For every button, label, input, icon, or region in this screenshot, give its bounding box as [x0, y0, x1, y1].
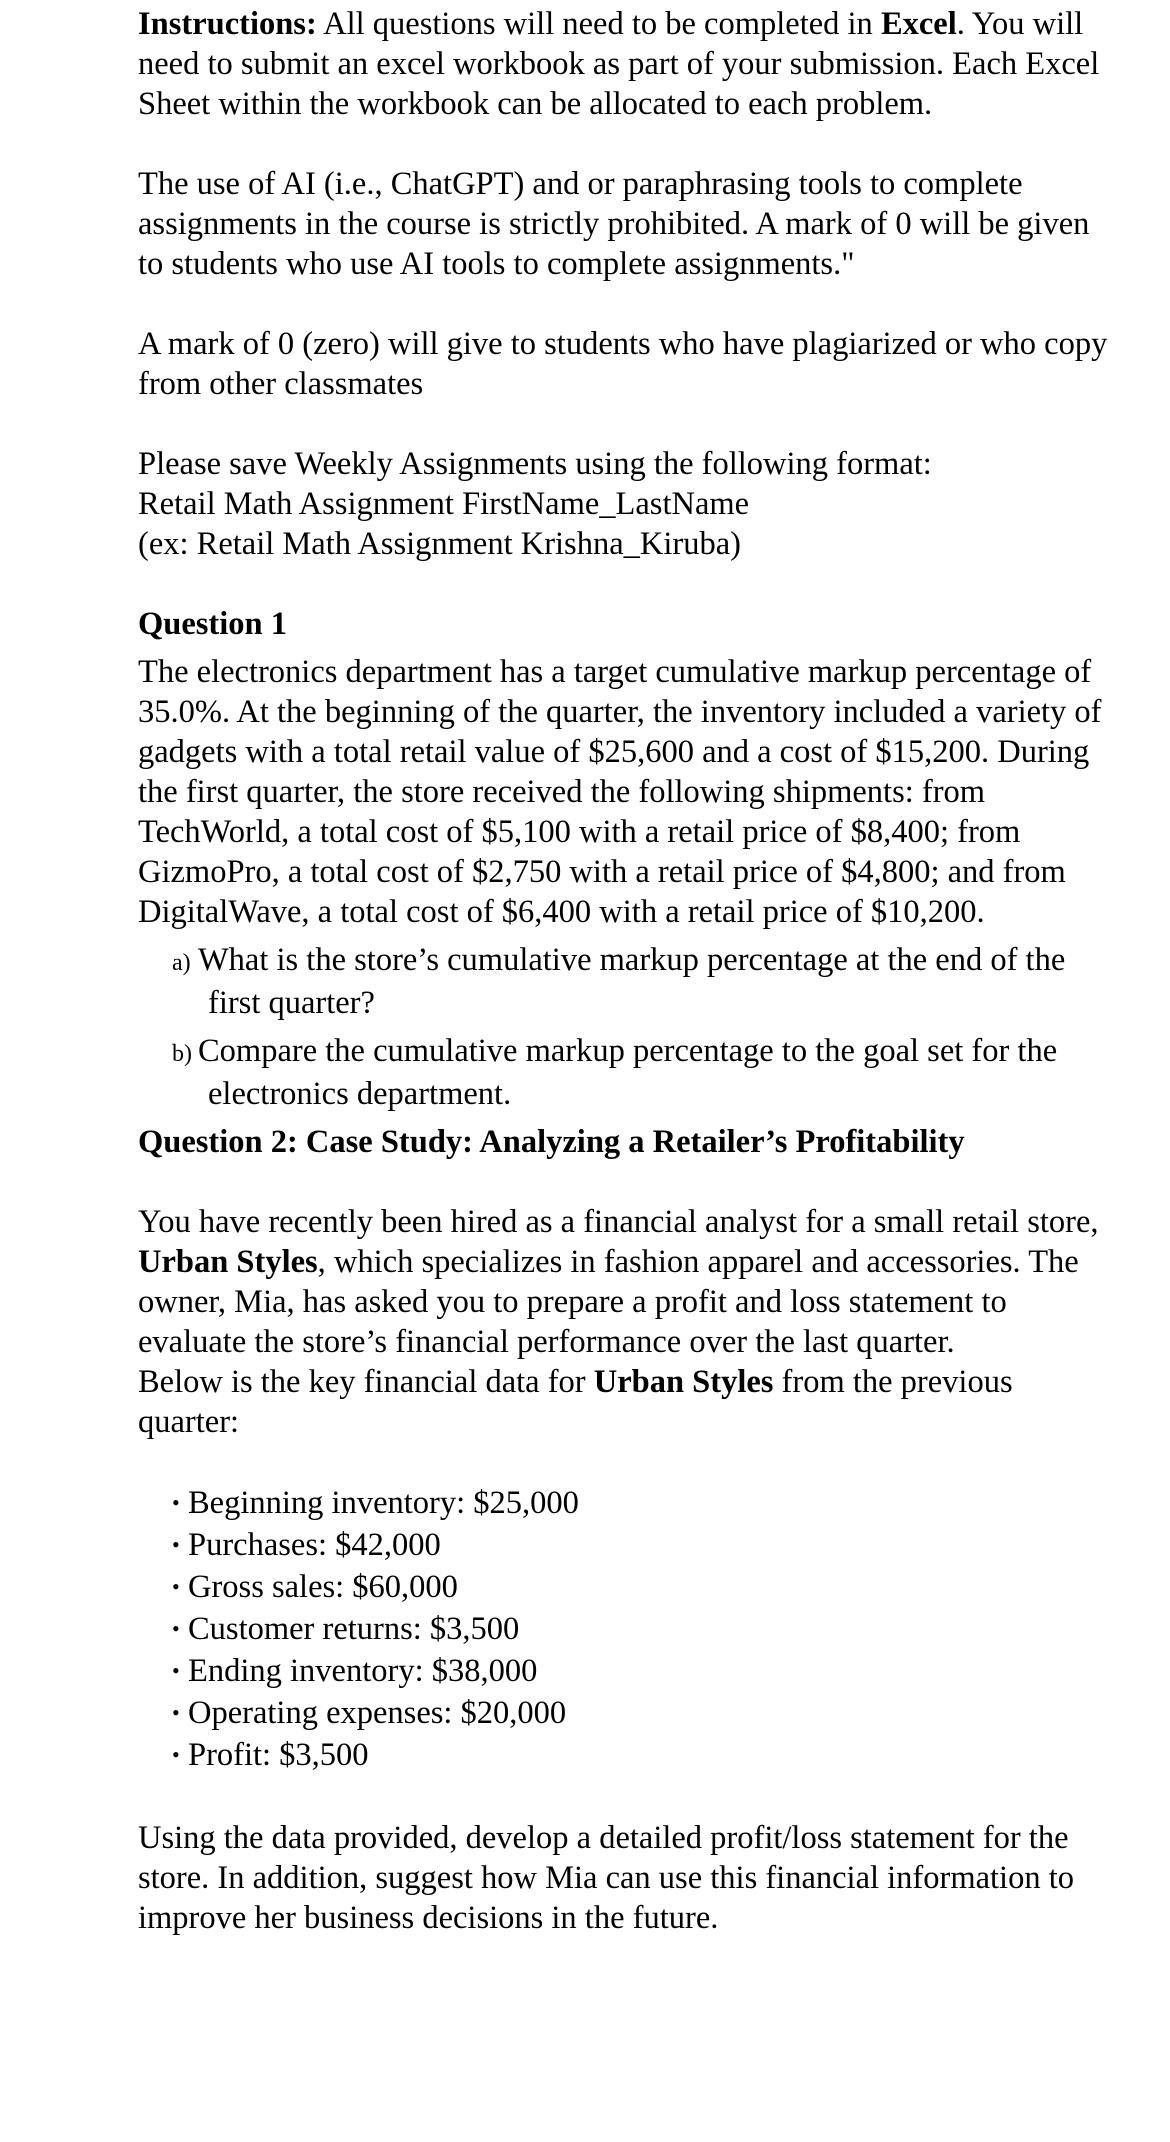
instructions-text-2: . You will need to submit an excel workbook as part of your submission. Each Excel Sheet within the workbook can be allocated to each problem.: [138, 6, 1100, 122]
bullet-icon: •: [172, 1532, 180, 1557]
question-2-closing: Using the data provided, develop a detailed profit/loss statement for the store. In addition, suggest how Mia can use this financial information to improve her business decisions in the future.: [138, 1820, 1074, 1936]
save-format-line-2: Retail Math Assignment FirstName_LastName: [138, 486, 750, 522]
list-item-text: Customer returns: $3,500: [188, 1611, 520, 1647]
list-item-text: Ending inventory: $38,000: [188, 1653, 538, 1689]
intro-text-b: , which specializes in fashion apparel and accessories. The owner, Mia, has asked you to prepare a profit and loss statement to evaluate the store’s financial performance over the last quarter.: [138, 1244, 1079, 1360]
list-item: [172, 1608, 1110, 1650]
store-name: Urban Styles: [138, 1244, 318, 1280]
save-format-line-3: (ex: Retail Math Assignment Krishna_Kiruba): [138, 526, 741, 562]
list-item: [172, 1482, 1110, 1524]
list-item: [172, 1524, 1110, 1566]
question-1-body: The electronics department has a target cumulative markup percentage of 35.0%. At the beginning of the quarter, the inventory included a variety of gadgets with a total retail value of $25,600 and a cost of $15,200. During the first quarter, the store received the following shipments: from TechWorld, a total cost of $5,100 with a retail price of $8,400; from GizmoPro, a total cost of $2,750 with a retail price of $4,800; and from DigitalWave, a total cost of $6,400 with a retail price of $10,200.: [138, 654, 1102, 930]
save-format-block: [138, 444, 1110, 564]
bullet-icon: •: [172, 1700, 180, 1725]
question-1: [138, 604, 1110, 1114]
financial-data-list: [138, 1482, 1110, 1776]
list-item-text: Profit: $3,500: [188, 1737, 369, 1773]
list-item: [172, 1692, 1110, 1734]
question-2-data-intro: [138, 1362, 1110, 1442]
instructions-excel: Excel: [880, 6, 957, 42]
bullet-icon: •: [172, 1742, 180, 1767]
question-1-sub-a: [172, 940, 1110, 1023]
intro-text-a: You have recently been hired as a financial analyst for a small retail store,: [138, 1204, 1099, 1240]
sub-a-text: What is the store’s cumulative markup percentage at the end of the first quarter?: [198, 942, 1066, 1021]
list-item-text: Operating expenses: $20,000: [188, 1695, 567, 1731]
plagiarism-paragraph: A mark of 0 (zero) will give to students who have plagiarized or who copy from other classmates: [138, 326, 1108, 402]
question-2-title: Question 2: Case Study: Analyzing a Retailer’s Profitability: [138, 1124, 965, 1160]
instructions-text-1: All questions will need to be completed in: [316, 6, 881, 42]
question-2: [138, 1122, 1110, 1938]
list-item-text: Beginning inventory: $25,000: [188, 1485, 579, 1521]
question-1-title: Question 1: [138, 606, 287, 642]
list-item: [172, 1566, 1110, 1608]
list-item: [172, 1734, 1110, 1776]
bullet-icon: •: [172, 1490, 180, 1515]
data-intro-b: from the previous quarter:: [138, 1364, 1013, 1440]
instructions-paragraph: [138, 4, 1110, 124]
bullet-icon: •: [172, 1616, 180, 1641]
instructions-label: Instructions:: [138, 6, 317, 42]
list-item-text: Gross sales: $60,000: [188, 1569, 458, 1605]
question-1-sub-b: [172, 1031, 1110, 1114]
list-item-text: Purchases: $42,000: [188, 1527, 441, 1563]
save-format-line-1: Please save Weekly Assignments using the following format:: [138, 446, 932, 482]
store-name-repeat: Urban Styles: [593, 1364, 774, 1400]
data-intro-a: Below is the key financial data for: [138, 1364, 594, 1400]
sub-b-text: Compare the cumulative markup percentage to the goal set for the electronics department.: [198, 1033, 1058, 1112]
sub-a-label: a): [172, 950, 191, 976]
list-item: [172, 1650, 1110, 1692]
question-2-intro: [138, 1202, 1110, 1362]
bullet-icon: •: [172, 1574, 180, 1599]
sub-b-label: b): [172, 1041, 192, 1067]
ai-policy-paragraph: The use of AI (i.e., ChatGPT) and or paraphrasing tools to complete assignments in the course is strictly prohibited. A mark of 0 will be given to students who use AI tools to complete assignments.": [138, 166, 1090, 282]
bullet-icon: •: [172, 1658, 180, 1683]
